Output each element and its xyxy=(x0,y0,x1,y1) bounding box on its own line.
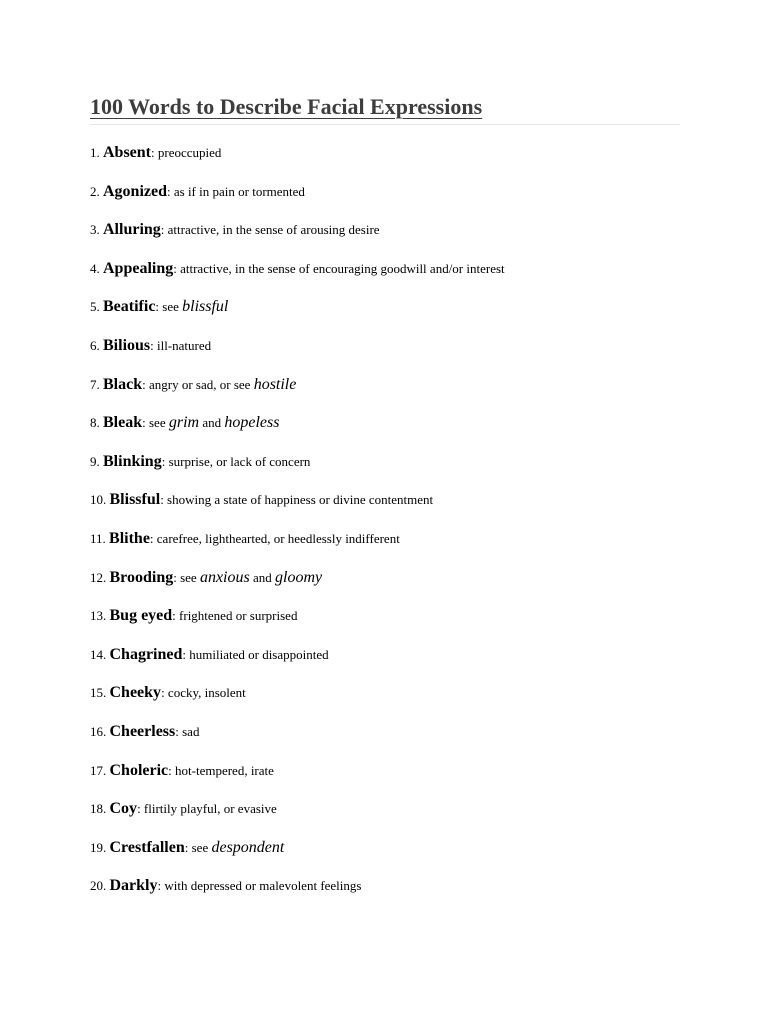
list-item xyxy=(90,182,680,221)
item-number: 3. xyxy=(90,222,103,238)
item-number: 14. xyxy=(90,646,110,662)
list-item xyxy=(90,259,680,298)
item-definition: and xyxy=(249,569,276,585)
item-cross-reference: gloomy xyxy=(275,568,323,586)
item-definition: : angry or sad, or see xyxy=(142,376,254,392)
item-definition: : frightened or surprised xyxy=(172,608,298,624)
item-term: Blithe xyxy=(109,529,150,547)
item-term: Bleak xyxy=(103,414,143,432)
item-number: 15. xyxy=(90,685,110,701)
item-definition: : carefree, lighthearted, or heedlessly indifferent xyxy=(149,530,400,546)
list-item xyxy=(90,722,680,761)
item-term: Absent xyxy=(103,144,152,161)
item-number: 19. xyxy=(90,839,110,855)
item-definition: : attractive, in the sense of encouraging goodwill and/or interest xyxy=(173,260,505,276)
item-definition: : see xyxy=(173,569,200,585)
item-definition: : sad xyxy=(175,723,200,739)
list-item xyxy=(90,838,680,877)
item-term: Bilious xyxy=(103,336,151,354)
item-definition: : humiliated or disappointed xyxy=(182,646,329,662)
item-cross-reference: grim xyxy=(168,414,200,432)
list-item xyxy=(90,799,680,838)
item-number: 17. xyxy=(90,762,110,778)
item-cross-reference: anxious xyxy=(199,568,250,586)
item-number: 8. xyxy=(90,415,103,431)
item-term: Darkly xyxy=(109,877,158,895)
item-term: Crestfallen xyxy=(109,838,185,856)
list-item xyxy=(90,529,680,568)
item-definition: : see xyxy=(142,415,169,431)
item-number: 13. xyxy=(90,608,110,624)
item-number: 20. xyxy=(90,878,110,894)
item-definition: and xyxy=(199,415,225,431)
item-definition: : cocky, insolent xyxy=(161,685,246,701)
list-item xyxy=(90,413,680,452)
list-item xyxy=(90,568,680,607)
item-cross-reference: hopeless xyxy=(224,414,280,432)
word-list xyxy=(90,143,680,915)
item-term: Blissful xyxy=(109,491,161,509)
item-term: Brooding xyxy=(109,568,174,586)
list-item xyxy=(90,143,680,182)
title-divider xyxy=(90,124,680,125)
list-item xyxy=(90,336,680,375)
item-number: 7. xyxy=(90,376,103,392)
item-number: 18. xyxy=(90,801,110,817)
item-cross-reference: hostile xyxy=(253,375,297,393)
list-item xyxy=(90,761,680,800)
item-term: Choleric xyxy=(109,761,169,779)
item-definition: : ill-natured xyxy=(150,337,212,353)
item-cross-reference: despondent xyxy=(211,838,285,856)
item-number: 2. xyxy=(90,183,103,199)
item-term: Coy xyxy=(109,800,138,818)
item-definition: : hot-tempered, irate xyxy=(168,762,274,778)
list-item xyxy=(90,683,680,722)
item-number: 12. xyxy=(90,569,110,585)
item-number: 1. xyxy=(90,145,103,160)
item-number: 11. xyxy=(90,530,110,546)
list-item xyxy=(90,452,680,491)
item-term: Alluring xyxy=(103,221,161,239)
item-definition: : flirtily playful, or evasive xyxy=(137,801,277,817)
item-definition: : showing a state of happiness or divine contentment xyxy=(160,492,434,508)
item-number: 5. xyxy=(90,299,103,315)
item-number: 6. xyxy=(90,337,103,353)
item-number: 16. xyxy=(90,723,110,739)
item-definition: : see xyxy=(155,299,183,315)
item-term: Cheeky xyxy=(109,684,162,702)
item-definition: : attractive, in the sense of arousing desire xyxy=(160,222,380,238)
document-page xyxy=(90,92,680,915)
item-term: Beatific xyxy=(103,298,156,316)
item-definition: : see xyxy=(184,839,212,855)
document-title: 100 Words to Describe Facial Expressions xyxy=(90,94,483,119)
item-number: 9. xyxy=(90,453,103,469)
item-cross-reference: blissful xyxy=(182,298,229,316)
item-term: Agonized xyxy=(103,182,167,200)
item-term: Appealing xyxy=(103,259,174,277)
item-number: 10. xyxy=(90,492,110,508)
item-term: Black xyxy=(103,375,143,393)
item-term: Blinking xyxy=(103,452,162,470)
item-term: Cheerless xyxy=(109,722,176,740)
list-item xyxy=(90,297,680,336)
item-term: Bug eyed xyxy=(109,607,173,625)
item-definition: : preoccupied xyxy=(151,145,222,160)
item-number: 4. xyxy=(90,260,103,276)
item-definition: : surprise, or lack of concern xyxy=(161,453,311,469)
list-item xyxy=(90,220,680,259)
item-definition: : as if in pain or tormented xyxy=(167,183,305,199)
list-item xyxy=(90,490,680,529)
item-definition: : with depressed or malevolent feelings xyxy=(157,878,362,894)
list-item xyxy=(90,606,680,645)
list-item xyxy=(90,876,680,915)
item-term: Chagrined xyxy=(109,645,183,663)
list-item xyxy=(90,375,680,414)
list-item xyxy=(90,645,680,684)
